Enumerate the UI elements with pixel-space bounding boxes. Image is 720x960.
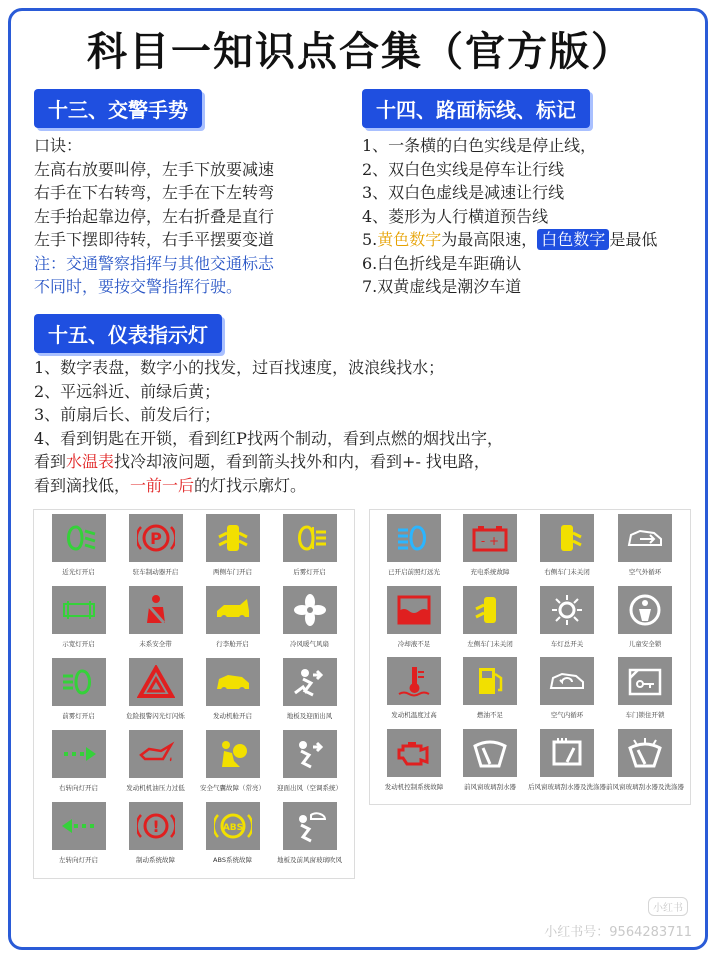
indicator-label: 前风窗玻璃刮水器及洗涤器 bbox=[606, 782, 684, 791]
watermark: 小红书号：9564283711 bbox=[544, 925, 692, 940]
indicator-label: 燃油不足 bbox=[477, 711, 503, 719]
indicator-cell bbox=[452, 729, 528, 801]
indicator-cell bbox=[606, 657, 684, 729]
indicator-cell bbox=[194, 730, 271, 802]
mnemonic-line: 口诀： bbox=[34, 136, 83, 155]
engine-fault-icon-graphic bbox=[395, 736, 433, 770]
yellow-number-text: 黄色数字 bbox=[377, 230, 442, 249]
low-beam-icon bbox=[52, 514, 106, 562]
watermark-logo: 小红书 bbox=[648, 897, 688, 916]
outside-air-icon bbox=[618, 514, 672, 562]
indicator-cell bbox=[376, 586, 452, 658]
text-fragment: 看到 bbox=[34, 452, 67, 471]
mnemonic-line: 左高右放要叫停，左手下放要减速 bbox=[34, 159, 275, 179]
floor-face-vent-icon-graphic bbox=[291, 665, 329, 699]
indicator-label: 制动系统故障 bbox=[136, 856, 175, 864]
indicator-cell bbox=[606, 514, 684, 586]
indicator-label: 地板及迎面出风 bbox=[286, 712, 333, 720]
outside-air-icon-graphic bbox=[626, 521, 664, 555]
note-line: 不同时，要按交警指挥行驶。 bbox=[34, 277, 243, 296]
brake-fault-icon bbox=[129, 802, 183, 850]
indicator-grid-right bbox=[369, 509, 691, 805]
hood-open-icon-graphic bbox=[214, 665, 252, 699]
indicator-label: 车灯总开关 bbox=[550, 639, 584, 648]
left-turn-icon-graphic bbox=[60, 809, 98, 843]
marking-line: 3、双白色虚线是减速让行线 bbox=[362, 183, 565, 202]
marking-line: 2、双白色实线是停车让行线 bbox=[362, 159, 565, 179]
rear-fog-icon-graphic bbox=[291, 521, 329, 555]
indicator-label: 行李舱开启 bbox=[216, 640, 249, 648]
marking-line: 6.白色折线是车距确认 bbox=[362, 253, 522, 273]
indicator-label: 儿童安全锁 bbox=[628, 639, 662, 648]
right-door-icon bbox=[540, 514, 594, 562]
rear-fog-icon bbox=[283, 514, 337, 562]
indicator-cell bbox=[606, 586, 684, 658]
section-14-heading: 十四、路面标线、标记 bbox=[362, 89, 590, 128]
indicator-label: 危险报警闪光灯闪烁 bbox=[126, 712, 185, 720]
section-13-body bbox=[34, 134, 274, 299]
floor-face-vent-icon bbox=[283, 658, 337, 706]
doors-open-icon bbox=[206, 514, 260, 562]
front-wiper-washer-icon bbox=[618, 729, 672, 777]
oil-pressure-icon bbox=[129, 730, 183, 778]
coolant-low-icon-graphic bbox=[395, 593, 433, 627]
indicator-cell bbox=[40, 658, 117, 730]
engine-temp-icon bbox=[387, 657, 441, 705]
indicator-label: 已开启前照灯远光 bbox=[388, 568, 440, 576]
indicator-label: 地板及前风窗玻璃吹风 bbox=[277, 856, 342, 864]
recirculation-icon-graphic bbox=[548, 664, 586, 698]
indicator-label: 空气外循环 bbox=[628, 568, 662, 576]
indicator-cell bbox=[194, 658, 271, 730]
text-fragment: 是最低 bbox=[609, 230, 658, 249]
indicator-cell bbox=[452, 657, 528, 729]
white-number-highlight: 白色数字 bbox=[537, 229, 609, 250]
indicator-cell bbox=[271, 514, 348, 586]
svg-text:- +: - + bbox=[480, 534, 500, 548]
indicator-cell bbox=[117, 802, 194, 874]
front-fog-icon-graphic bbox=[60, 665, 98, 699]
indicator-cell bbox=[117, 586, 194, 658]
indicator-cell bbox=[194, 586, 271, 658]
airbag-icon-graphic bbox=[214, 737, 252, 771]
indicator-label: 前风窗玻璃刮水器 bbox=[464, 782, 516, 791]
high-beam-icon-graphic bbox=[395, 521, 433, 555]
doors-open-icon-graphic bbox=[214, 521, 252, 555]
svg-text:P: P bbox=[149, 529, 162, 548]
indicator-cell bbox=[40, 514, 117, 586]
indicator-label: 冷却液不足 bbox=[397, 639, 431, 648]
indicator-label: 后风窗玻璃刮水器及洗涤器 bbox=[528, 782, 606, 791]
floor-defrost-icon bbox=[283, 802, 337, 850]
indicator-label: 发动机控制系统故障 bbox=[384, 782, 444, 791]
hood-open-icon bbox=[206, 658, 260, 706]
battery-icon bbox=[463, 514, 517, 562]
indicator-grid-left bbox=[33, 509, 355, 879]
indicator-cell bbox=[117, 658, 194, 730]
seatbelt-icon bbox=[129, 586, 183, 634]
front-back-text: 一前一后 bbox=[130, 475, 195, 495]
front-fog-icon bbox=[52, 658, 106, 706]
light-switch-icon-graphic bbox=[548, 593, 586, 627]
front-wiper-icon-graphic bbox=[471, 736, 509, 770]
child-lock-icon-graphic bbox=[626, 593, 664, 627]
marking-line: 4、菱形为人行横道预告线 bbox=[362, 206, 549, 226]
floor-defrost-icon-graphic bbox=[291, 809, 329, 843]
seatbelt-icon-graphic bbox=[137, 593, 175, 627]
parking-brake-icon bbox=[129, 514, 183, 562]
front-wiper-washer-icon-graphic bbox=[626, 736, 664, 770]
trunk-open-icon-graphic bbox=[214, 593, 252, 627]
indicator-cell bbox=[194, 802, 271, 874]
note-line: 注：交通警察指挥与其他交通标志 bbox=[34, 253, 275, 273]
indicator-label: 右侧车门未关闭 bbox=[544, 568, 590, 576]
hazard-icon bbox=[129, 658, 183, 706]
indicator-label: 近光灯开启 bbox=[62, 568, 95, 576]
indicator-cell bbox=[40, 730, 117, 802]
low-beam-icon-graphic bbox=[60, 521, 98, 555]
indicator-cell bbox=[528, 729, 606, 801]
indicator-label: 发动机温度过高 bbox=[391, 711, 437, 719]
indicator-cell bbox=[606, 729, 684, 801]
indicator-cell bbox=[528, 586, 606, 658]
indicator-label: 驻车制动器开启 bbox=[132, 568, 179, 576]
indicator-label: 右转向灯开启 bbox=[59, 784, 98, 792]
mnemonic-line: 右手在下右转弯，左手在下左转弯 bbox=[34, 183, 275, 202]
section-13-heading: 十三、交警手势 bbox=[34, 89, 202, 128]
section-15-heading: 十五、仪表指示灯 bbox=[34, 314, 222, 353]
indicator-cell bbox=[271, 658, 348, 730]
indicator-label: 冷风暖气风扇 bbox=[290, 640, 329, 648]
fuel-low-icon bbox=[463, 657, 517, 705]
indicator-label: 充电系统故障 bbox=[470, 568, 510, 576]
text-fragment: 为最高限速， bbox=[441, 230, 538, 249]
indicator-cell bbox=[194, 514, 271, 586]
coolant-low-icon bbox=[387, 586, 441, 634]
engine-temp-icon-graphic bbox=[395, 664, 433, 698]
indicator-label: 前雾灯开启 bbox=[62, 712, 95, 720]
fan-icon bbox=[283, 586, 337, 634]
face-vent-icon bbox=[283, 730, 337, 778]
rear-wiper-icon bbox=[540, 729, 594, 777]
text-fragment: 5. bbox=[362, 230, 378, 249]
width-lamp-icon-graphic bbox=[60, 593, 98, 627]
indicator-label: 安全气囊故障（常亮） bbox=[200, 784, 265, 792]
page-title: 科目一知识点合集（官方版） bbox=[87, 29, 633, 75]
indicator-label: 示宽灯开启 bbox=[62, 640, 95, 648]
indicator-cell bbox=[528, 657, 606, 729]
battery-icon-graphic bbox=[471, 521, 509, 555]
text-fragment: 找冷却液问题，看到箭头找外和内，看到+- 找电路， bbox=[114, 452, 490, 471]
indicator-label: 发动机舱开启 bbox=[213, 712, 252, 720]
brake-fault-icon-graphic bbox=[137, 809, 175, 843]
indicator-line bbox=[34, 450, 503, 474]
high-beam-icon bbox=[387, 514, 441, 562]
engine-fault-icon bbox=[387, 729, 441, 777]
section-15-body bbox=[34, 356, 503, 497]
indicator-cell bbox=[271, 730, 348, 802]
recirculation-icon bbox=[540, 657, 594, 705]
svg-text:!: ! bbox=[151, 817, 160, 836]
door-lock-icon-graphic bbox=[626, 664, 664, 698]
section-14-body bbox=[362, 134, 657, 299]
indicator-line bbox=[34, 474, 503, 498]
indicator-cell bbox=[117, 730, 194, 802]
indicator-label: 空气内循环 bbox=[550, 711, 584, 719]
indicator-cell bbox=[376, 657, 452, 729]
mnemonic-line: 左手下摆即待转，右手平摆要变道 bbox=[34, 230, 275, 249]
indicator-cell bbox=[117, 514, 194, 586]
indicator-label: ABS系统故障 bbox=[213, 856, 252, 864]
front-wiper-icon bbox=[463, 729, 517, 777]
marking-line: 1、一条横的白色实线是停止线， bbox=[362, 136, 597, 155]
indicator-label: 两侧车门开启 bbox=[213, 568, 252, 576]
marking-line bbox=[362, 228, 657, 252]
indicator-label: 车门锁住开锁 bbox=[625, 711, 665, 719]
airbag-icon bbox=[206, 730, 260, 778]
indicator-label: 后雾灯开启 bbox=[293, 568, 326, 576]
indicator-cell bbox=[528, 514, 606, 586]
rear-wiper-icon-graphic bbox=[548, 736, 586, 770]
abs-mark-text: ABS bbox=[222, 823, 243, 833]
right-door-icon-graphic bbox=[548, 521, 586, 555]
right-turn-icon-graphic bbox=[60, 737, 98, 771]
indicator-cell bbox=[271, 802, 348, 874]
text-fragment: 的灯找示廓灯。 bbox=[194, 475, 307, 495]
fan-icon-graphic bbox=[291, 593, 329, 627]
indicator-line: 2、平远斜近、前绿后黄； bbox=[34, 381, 221, 401]
indicator-cell bbox=[452, 586, 528, 658]
indicator-label: 迎面出风（空调系统） bbox=[277, 784, 342, 792]
marking-line: 7.双黄虚线是潮汐车道 bbox=[362, 277, 522, 296]
face-vent-icon-graphic bbox=[291, 737, 329, 771]
abs-icon bbox=[206, 802, 260, 850]
mnemonic-line: 左手抬起靠边停，左右折叠是直行 bbox=[34, 206, 275, 226]
parking-brake-icon-graphic bbox=[137, 521, 175, 555]
indicator-line: 3、前扇后长、前发后行； bbox=[34, 405, 221, 424]
indicator-label: 未系安全带 bbox=[139, 640, 172, 648]
indicator-line: 1、数字表盘，数字小的找发，过百找速度，波浪线找水； bbox=[34, 358, 445, 377]
left-door-icon-graphic bbox=[471, 593, 509, 627]
text-fragment: 看到滴找低， bbox=[34, 475, 131, 495]
indicator-cell bbox=[452, 514, 528, 586]
indicator-cell bbox=[40, 586, 117, 658]
right-turn-icon bbox=[52, 730, 106, 778]
width-lamp-icon bbox=[52, 586, 106, 634]
left-door-icon bbox=[463, 586, 517, 634]
left-turn-icon bbox=[52, 802, 106, 850]
indicator-cell bbox=[40, 802, 117, 874]
hazard-icon-graphic bbox=[137, 665, 175, 699]
fuel-low-icon-graphic bbox=[471, 664, 509, 698]
indicator-cell bbox=[271, 586, 348, 658]
abs-icon-graphic bbox=[214, 809, 252, 843]
child-lock-icon bbox=[618, 586, 672, 634]
indicator-label: 发动机机油压力过低 bbox=[126, 784, 185, 792]
indicator-label: 左侧车门未关闭 bbox=[467, 639, 513, 648]
water-temp-text: 水温表 bbox=[66, 452, 115, 471]
indicator-line: 4、看到钥匙在开锁，看到红P找两个制动，看到点燃的烟找出字， bbox=[34, 428, 503, 448]
indicator-cell bbox=[376, 514, 452, 586]
trunk-open-icon bbox=[206, 586, 260, 634]
door-lock-icon bbox=[618, 657, 672, 705]
indicator-label: 左转向灯开启 bbox=[59, 856, 98, 864]
light-switch-icon bbox=[540, 586, 594, 634]
oil-pressure-icon-graphic bbox=[137, 737, 175, 771]
indicator-cell bbox=[376, 729, 452, 801]
